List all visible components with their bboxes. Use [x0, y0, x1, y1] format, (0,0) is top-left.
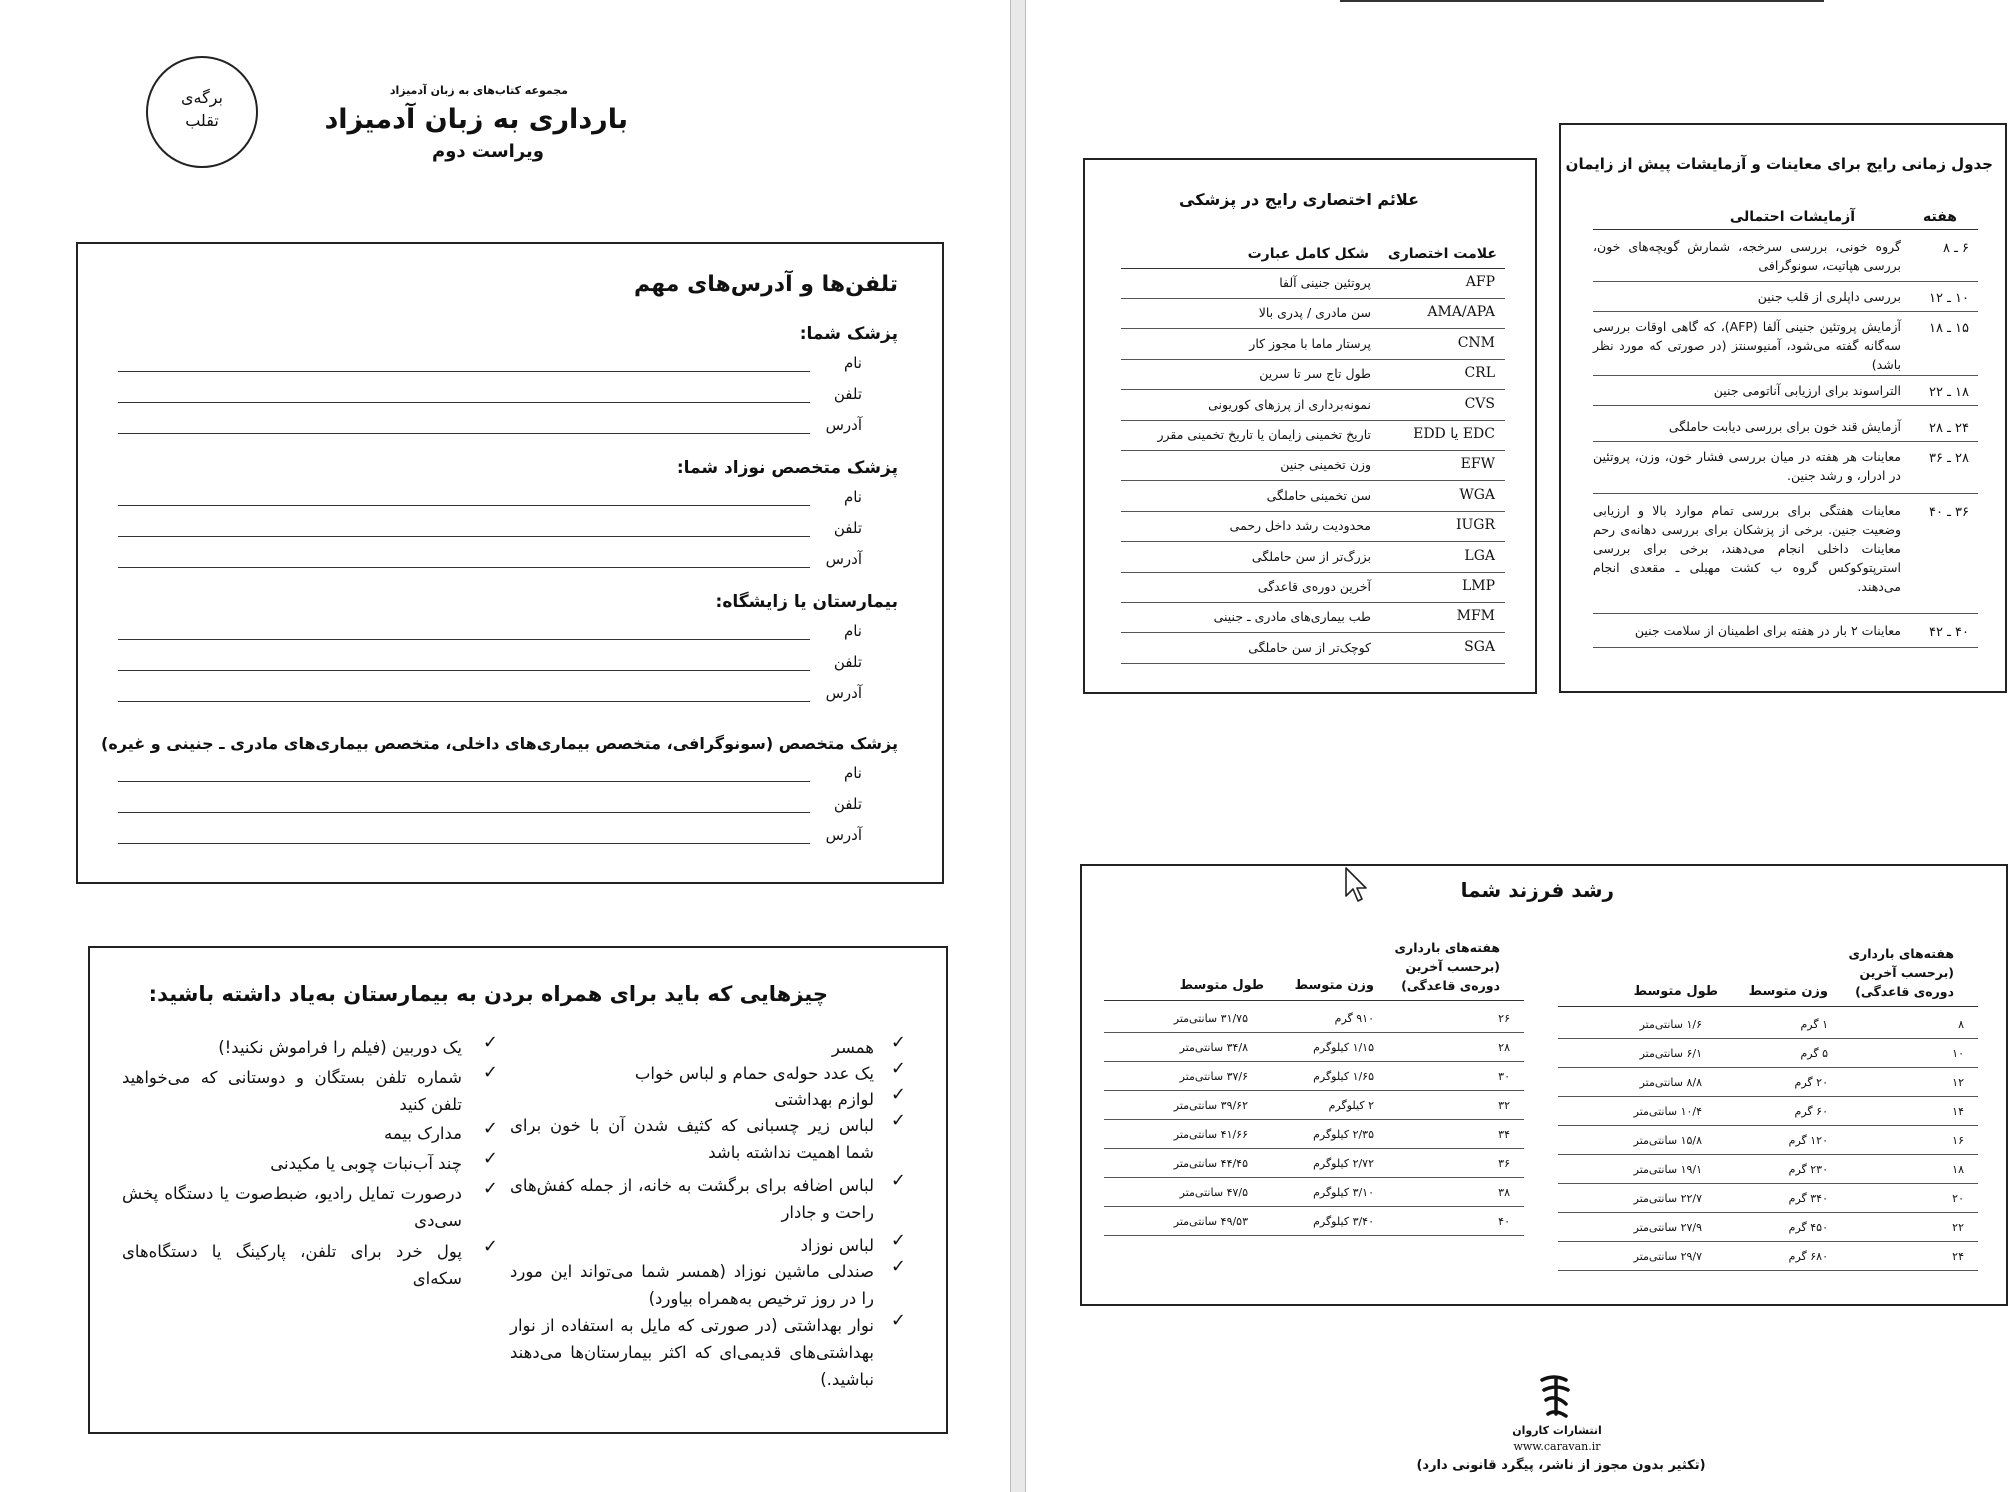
- abbr-full: پرستار ماما با مجوز کار: [1249, 335, 1371, 351]
- hospital-list-box: [88, 946, 948, 1434]
- growth-title: رشد فرزند شما: [1460, 878, 1614, 902]
- schedule-header-rule: [1593, 229, 1978, 230]
- schedule-tests: معاینات هر هفته در میان بررسی فشار خون، وزن، پروتئین در ادرار، و رشد جنین.: [1593, 449, 1901, 483]
- growth-row-rule: [1558, 1067, 1978, 1068]
- checklist-item: درصورت تمایل رادیو، ضبط‌صوت یا دستگاه پخش سی‌دی: [122, 1184, 462, 1230]
- abbr-row-rule: [1121, 511, 1505, 512]
- abbr-full: تاریخ تخمینی زایمان یا تاریخ تخمینی مقرر: [1157, 427, 1371, 442]
- growth-length: ۶/۱ سانتی‌متر: [1639, 1047, 1702, 1060]
- abbr-code: CNM: [1457, 334, 1495, 351]
- growth-week: ۸: [1958, 1018, 1964, 1031]
- abbr-code: LMP: [1461, 578, 1495, 594]
- abbr-full: وزن تخمینی جنین: [1280, 457, 1371, 473]
- growth-week: ۲۶: [1498, 1012, 1510, 1025]
- abbr-code: MFM: [1456, 608, 1495, 625]
- schedule-tests: آزمایش قند خون برای بررسی دیابت حاملگی: [1668, 419, 1901, 434]
- abbr-full: بزرگ‌تر از سن حاملگی: [1251, 548, 1371, 564]
- book-title: بارداری به زبان آدمیزاد: [324, 104, 628, 135]
- checkmark-icon: ✓: [482, 1032, 498, 1053]
- checkmark-icon: ✓: [482, 1062, 498, 1083]
- growth-row-rule: [1558, 1270, 1978, 1271]
- abbreviations-title: علائم اختصاری رایج در پزشکی: [1179, 190, 1419, 209]
- growth-weight: ۱/۶۵ کیلوگرم: [1313, 1070, 1374, 1083]
- cheat-sheet-badge: [146, 56, 258, 168]
- schedule-week: ۲۴ ـ ۲۸: [1928, 421, 1969, 436]
- abbr-full: کوچک‌تر از سن حاملگی: [1248, 639, 1371, 655]
- schedule-week: ۲۸ ـ ۳۶: [1928, 451, 1969, 466]
- contact-field-row: [118, 354, 862, 374]
- checkmark-icon: ✓: [890, 1170, 906, 1191]
- checkmark-icon: ✓: [890, 1256, 906, 1277]
- contact-field-label: آدرس: [825, 550, 862, 568]
- growth-col-weight: وزن متوسط: [1294, 978, 1374, 993]
- growth-length: ۸/۸ سانتی‌متر: [1639, 1076, 1702, 1089]
- schedule-tests: آزمایش پروتئین جنینی آلفا (AFP)، که گاهی اوقات بررسی سه‌گانه گفته می‌شود، آمنیوسنتز (در صورتی که مورد نظر باشد): [1593, 319, 1901, 372]
- checklist-item: لباس زیر چسبانی که کثیف شدن آن با خون برای شما اهمیت نداشته باشد: [510, 1116, 874, 1162]
- growth-weight: ۹۱۰ گرم: [1334, 1012, 1374, 1025]
- schedule-week: ۱۵ ـ ۱۸: [1928, 321, 1969, 336]
- contact-field-line: [118, 670, 810, 671]
- growth-col-weeks: (برحسب آخرین: [1859, 965, 1954, 980]
- abbr-row-rule: [1121, 572, 1505, 573]
- growth-length: ۲۲/۷ سانتی‌متر: [1633, 1192, 1702, 1205]
- growth-weight: ۳۴۰ گرم: [1788, 1192, 1828, 1205]
- growth-row-rule: [1104, 1032, 1524, 1033]
- growth-col-length: طول متوسط: [1633, 984, 1718, 999]
- checkmark-icon: ✓: [890, 1032, 906, 1053]
- growth-length: ۲۹/۷ سانتی‌متر: [1633, 1250, 1702, 1263]
- growth-col-weeks: هفته‌های بارداری: [1394, 940, 1500, 955]
- abbr-row-rule: [1121, 602, 1505, 603]
- schedule-tests: معاینات هفتگی برای بررسی تمام موارد بالا و ارزیابی وضعیت جنین. برخی از پزشکان برای بررسی دهانه‌ی رحم معاینات داخلی انجام می‌دهند، برخی برای بررسی استرپتوکوکس گروه ب کشت مهبلی ـ مقعدی انجام می‌دهند.: [1593, 503, 1901, 594]
- growth-weight: ۱ گرم: [1800, 1018, 1828, 1031]
- contact-field-label: تلفن: [833, 519, 862, 537]
- schedule-week: ۱۸ ـ ۲۲: [1928, 385, 1969, 400]
- checklist-item: مدارک بیمه: [383, 1124, 462, 1143]
- growth-length: ۲۷/۹ سانتی‌متر: [1633, 1221, 1702, 1234]
- abbr-code: EDD یا EDC: [1413, 426, 1495, 442]
- growth-length: ۳۷/۶ سانتی‌متر: [1179, 1070, 1248, 1083]
- contact-section-heading: پزشک شما:: [799, 324, 898, 344]
- contact-section-heading: پزشک متخصص نوزاد شما:: [676, 458, 898, 478]
- growth-col-weeks: دوره‌ی قاعدگی): [1855, 984, 1954, 999]
- growth-week: ۴۰: [1498, 1215, 1510, 1228]
- growth-col-length: طول متوسط: [1179, 978, 1264, 993]
- contact-field-label: آدرس: [825, 684, 862, 702]
- abbr-header-rule: [1121, 268, 1505, 269]
- abbr-row-rule: [1121, 298, 1505, 299]
- series-label: مجموعه کتاب‌های به زبان آدمیزاد: [389, 84, 568, 97]
- checkmark-icon: ✓: [890, 1110, 906, 1131]
- growth-week: ۲۴: [1952, 1250, 1964, 1263]
- schedule-col-tests: آزمایشات احتمالی: [1729, 209, 1855, 225]
- abbr-code: WGA: [1459, 486, 1495, 503]
- growth-row-rule: [1104, 1148, 1524, 1149]
- growth-length: ۳۱/۷۵ سانتی‌متر: [1173, 1012, 1248, 1025]
- growth-weight: ۳/۱۰ کیلوگرم: [1313, 1186, 1374, 1199]
- abbr-code: IUGR: [1455, 517, 1495, 534]
- contact-field-row: [118, 795, 862, 815]
- growth-row-rule: [1558, 1183, 1978, 1184]
- checklist-item: پول خرد برای تلفن، پارکینگ یا دستگاه‌های سکه‌ای: [122, 1242, 462, 1288]
- contact-field-row: [118, 519, 862, 539]
- growth-col-weeks: دوره‌ی قاعدگی): [1401, 978, 1500, 993]
- edition-label: ویراست دوم: [432, 141, 544, 162]
- abbr-full: سن تخمینی حاملگی: [1266, 487, 1371, 503]
- schedule-row-rule: [1593, 375, 1978, 376]
- growth-row-rule: [1104, 1061, 1524, 1062]
- schedule-box: [1559, 123, 2007, 693]
- abbr-full: طول تاج سر تا سرین: [1259, 366, 1371, 382]
- growth-week: ۳۶: [1498, 1157, 1510, 1170]
- growth-weight: ۲۳۰ گرم: [1788, 1163, 1828, 1176]
- abbr-full: سن مادری / پدری بالا: [1258, 305, 1371, 321]
- checklist-item: لوازم بهداشتی: [774, 1090, 874, 1109]
- checklist-item: یک دوربین (فیلم را فراموش نکنید!): [218, 1038, 462, 1057]
- growth-row-rule: [1558, 1241, 1978, 1242]
- growth-weight: ۴۵۰ گرم: [1788, 1221, 1828, 1234]
- top-rule: [1340, 0, 1824, 2]
- schedule-week: ۳۶ ـ ۴۰: [1928, 505, 1969, 520]
- abbr-code: CVS: [1464, 395, 1495, 412]
- checkmark-icon: ✓: [890, 1058, 906, 1079]
- contact-field-label: تلفن: [833, 653, 862, 671]
- growth-week: ۱۰: [1952, 1047, 1964, 1060]
- checklist-item: شماره تلفن بستگان و دوستانی که می‌خواهید تلفن کنید: [122, 1068, 462, 1114]
- growth-row-rule: [1558, 1212, 1978, 1213]
- schedule-row-rule: [1593, 441, 1978, 442]
- contact-field-line: [118, 701, 810, 702]
- checklist-item: یک عدد حوله‌ی حمام و لباس خواب: [634, 1064, 874, 1083]
- copyright-notice: (تکثیر بدون مجوز از ناشر، پیگرد قانونی دارد): [1416, 1458, 1706, 1473]
- contact-field-line: [118, 402, 810, 403]
- publisher-name: انتشارات کاروان: [1512, 1424, 1602, 1437]
- abbr-full: طب بیماری‌های مادری ـ جنینی: [1213, 609, 1371, 625]
- contact-field-line: [118, 781, 810, 782]
- badge-line-2: تقلب: [185, 111, 219, 130]
- growth-length: ۱۰/۴ سانتی‌متر: [1633, 1105, 1702, 1118]
- growth-header-rule: [1104, 1000, 1524, 1001]
- growth-weight: ۲۰ گرم: [1794, 1076, 1828, 1089]
- contact-field-line: [118, 843, 810, 844]
- schedule-row-rule: [1593, 281, 1978, 282]
- schedule-col-week: هفته: [1923, 209, 1957, 225]
- growth-week: ۱۲: [1952, 1076, 1964, 1089]
- growth-row-rule: [1104, 1119, 1524, 1120]
- checklist-item: نوار بهداشتی (در صورتی که مایل به استفاده از نوار بهداشتی‌های قدیمی‌ای که اکثر بیمارستان‌ها می‌دهند نباشید.): [510, 1316, 874, 1389]
- schedule-row-rule: [1593, 493, 1978, 494]
- abbr-code: EFW: [1460, 456, 1495, 473]
- growth-week: ۳۰: [1498, 1070, 1510, 1083]
- schedule-week: ۶ ـ ۸: [1942, 241, 1969, 256]
- growth-length: ۴۹/۵۳ سانتی‌متر: [1173, 1215, 1248, 1228]
- growth-weight: ۳/۴۰ کیلوگرم: [1313, 1215, 1374, 1228]
- growth-week: ۳۸: [1498, 1186, 1510, 1199]
- growth-weight: ۲/۳۵ کیلوگرم: [1313, 1128, 1374, 1141]
- abbr-code: CRL: [1464, 365, 1495, 382]
- growth-week: ۲۲: [1952, 1221, 1964, 1234]
- growth-row-rule: [1558, 1154, 1978, 1155]
- growth-row-rule: [1104, 1235, 1524, 1236]
- schedule-tests: بررسی داپلری از قلب جنین: [1757, 289, 1901, 304]
- growth-length: ۳۴/۸ سانتی‌متر: [1179, 1041, 1248, 1054]
- abbr-full: محدودیت رشد داخل رحمی: [1229, 518, 1371, 534]
- contact-field-label: نام: [843, 488, 862, 506]
- abbr-row-rule: [1121, 480, 1505, 481]
- abbr-code: AMA/APA: [1427, 304, 1495, 321]
- growth-week: ۱۴: [1952, 1105, 1964, 1118]
- contact-field-label: نام: [843, 764, 862, 782]
- growth-box: [1080, 864, 2008, 1306]
- growth-row-rule: [1104, 1177, 1524, 1178]
- abbreviations-box: [1083, 158, 1537, 694]
- growth-weight: ۶۰ گرم: [1794, 1105, 1828, 1118]
- growth-week: ۳۲: [1498, 1099, 1510, 1112]
- schedule-week: ۴۰ ـ ۴۲: [1928, 625, 1969, 640]
- hospital-list-title: چیزهایی که باید برای همراه بردن به بیمارستان به‌یاد داشته باشید:: [148, 982, 828, 1006]
- growth-week: ۱۶: [1952, 1134, 1964, 1147]
- checklist-item: صندلی ماشین نوزاد (همسر شما می‌تواند این مورد را در روز ترخیص به‌همراه بیاورد): [510, 1262, 874, 1308]
- contact-field-line: [118, 433, 810, 434]
- schedule-title: جدول زمانی رایج برای معاینات و آزمایشات پیش از زایمان: [1565, 155, 1993, 173]
- contact-field-line: [118, 371, 810, 372]
- growth-row-rule: [1104, 1090, 1524, 1091]
- contact-field-label: تلفن: [833, 385, 862, 403]
- abbr-full: پروتئین جنینی آلفا: [1279, 275, 1371, 290]
- abbr-row-rule: [1121, 632, 1505, 633]
- schedule-row-rule: [1593, 613, 1978, 614]
- growth-header-rule: [1558, 1006, 1978, 1007]
- growth-weight: ۱/۱۵ کیلوگرم: [1313, 1041, 1374, 1054]
- abbr-code: LGA: [1464, 547, 1495, 564]
- contact-field-line: [118, 567, 810, 568]
- contact-field-row: [118, 653, 862, 673]
- schedule-week: ۱۰ ـ ۱۲: [1928, 291, 1969, 306]
- contact-field-row: [118, 550, 862, 570]
- growth-length: ۱۵/۸ سانتی‌متر: [1633, 1134, 1702, 1147]
- growth-length: ۱/۶ سانتی‌متر: [1639, 1018, 1702, 1031]
- growth-length: ۳۹/۶۲ سانتی‌متر: [1173, 1099, 1248, 1112]
- growth-week: ۳۴: [1498, 1128, 1510, 1141]
- checkmark-icon: ✓: [890, 1084, 906, 1105]
- checkmark-icon: ✓: [890, 1310, 906, 1331]
- growth-length: ۴۴/۴۵ سانتی‌متر: [1173, 1157, 1248, 1170]
- checklist-item: لباس اضافه برای برگشت به خانه، از جمله کفش‌های راحت و جادار: [510, 1176, 874, 1222]
- growth-length: ۴۱/۶۶ سانتی‌متر: [1173, 1128, 1248, 1141]
- contact-field-label: آدرس: [825, 416, 862, 434]
- checklist-item: چند آب‌نبات چوبی یا مکیدنی: [270, 1154, 462, 1173]
- checklist-item: همسر: [831, 1038, 874, 1057]
- abbr-row-rule: [1121, 450, 1505, 451]
- abbr-code: AFP: [1465, 274, 1495, 290]
- checkmark-icon: ✓: [482, 1118, 498, 1139]
- contacts-title: تلفن‌ها و آدرس‌های مهم: [634, 272, 898, 297]
- right-page: [1026, 0, 2015, 1492]
- page-gutter: [1010, 0, 1026, 1492]
- checkmark-icon: ✓: [482, 1236, 498, 1257]
- abbr-row-rule: [1121, 541, 1505, 542]
- growth-row-rule: [1104, 1206, 1524, 1207]
- growth-col-weeks: (برحسب آخرین: [1405, 959, 1500, 974]
- contact-section-heading: بیمارستان یا زایشگاه:: [715, 592, 898, 612]
- contact-field-line: [118, 536, 810, 537]
- growth-week: ۱۸: [1952, 1163, 1964, 1176]
- publisher-url: www.caravan.ir: [1513, 1440, 1601, 1453]
- checklist-item: لباس نوزاد: [800, 1236, 874, 1255]
- abbr-full: نمونه‌برداری از پرزهای کوریونی: [1208, 396, 1371, 412]
- checkmark-icon: ✓: [482, 1148, 498, 1169]
- contact-field-row: [118, 416, 862, 436]
- contact-field-row: [118, 622, 862, 642]
- growth-length: ۴۷/۵ سانتی‌متر: [1179, 1186, 1248, 1199]
- growth-row-rule: [1558, 1096, 1978, 1097]
- contact-field-row: [118, 488, 862, 508]
- contact-field-line: [118, 639, 810, 640]
- schedule-row-rule: [1593, 647, 1978, 648]
- growth-row-rule: [1558, 1038, 1978, 1039]
- abbr-row-rule: [1121, 663, 1505, 664]
- abbr-col-abbr: علامت اختصاری: [1387, 246, 1497, 262]
- growth-weight: ۵ گرم: [1800, 1047, 1828, 1060]
- growth-length: ۱۹/۱ سانتی‌متر: [1633, 1163, 1702, 1176]
- abbr-code: SGA: [1464, 638, 1495, 655]
- growth-weight: ۱۲۰ گرم: [1788, 1134, 1828, 1147]
- contact-field-label: آدرس: [825, 826, 862, 844]
- contact-field-line: [118, 812, 810, 813]
- growth-week: ۲۸: [1498, 1041, 1510, 1054]
- schedule-row-rule: [1593, 405, 1978, 406]
- growth-weight: ۶۸۰ گرم: [1788, 1250, 1828, 1263]
- growth-week: ۲۰: [1952, 1192, 1964, 1205]
- badge-line-1: برگه‌ی: [181, 88, 223, 107]
- abbr-row-rule: [1121, 359, 1505, 360]
- mouse-cursor-icon: [1344, 866, 1370, 906]
- growth-row-rule: [1558, 1125, 1978, 1126]
- contact-field-label: نام: [843, 622, 862, 640]
- contact-field-label: تلفن: [833, 795, 862, 813]
- checkmark-icon: ✓: [890, 1230, 906, 1251]
- contact-field-label: نام: [843, 354, 862, 372]
- growth-weight: ۲ کیلوگرم: [1328, 1099, 1374, 1112]
- contacts-box: [76, 242, 944, 884]
- schedule-tests: گروه خونی، بررسی سرخجه، شمارش گویچه‌های خون، بررسی هپاتیت، سونوگرافی: [1593, 239, 1901, 273]
- growth-weight: ۲/۷۲ کیلوگرم: [1313, 1157, 1374, 1170]
- contact-field-row: [118, 826, 862, 846]
- abbr-full: آخرین دوره‌ی قاعدگی: [1257, 579, 1371, 594]
- abbr-row-rule: [1121, 420, 1505, 421]
- contact-field-row: [118, 764, 862, 784]
- schedule-tests: التراسوند برای ارزیابی آناتومی جنین: [1713, 383, 1901, 398]
- publisher-logo-icon: [1536, 1370, 1576, 1422]
- growth-col-weight: وزن متوسط: [1748, 984, 1828, 999]
- abbr-row-rule: [1121, 389, 1505, 390]
- abbr-col-full: شکل کامل عبارت: [1247, 246, 1369, 262]
- schedule-row-rule: [1593, 311, 1978, 312]
- schedule-tests: معاینات ۲ بار در هفته برای اطمینان از سلامت جنین: [1634, 623, 1901, 638]
- contact-section-heading: پزشک متخصص (سونوگرافی، متخصص بیماری‌های داخلی، متخصص بیماری‌های مادری ـ جنینی و غیره): [101, 734, 898, 753]
- contact-field-row: [118, 684, 862, 704]
- contact-field-row: [118, 385, 862, 405]
- growth-col-weeks: هفته‌های بارداری: [1848, 946, 1954, 961]
- abbr-row-rule: [1121, 328, 1505, 329]
- contact-field-line: [118, 505, 810, 506]
- checkmark-icon: ✓: [482, 1178, 498, 1199]
